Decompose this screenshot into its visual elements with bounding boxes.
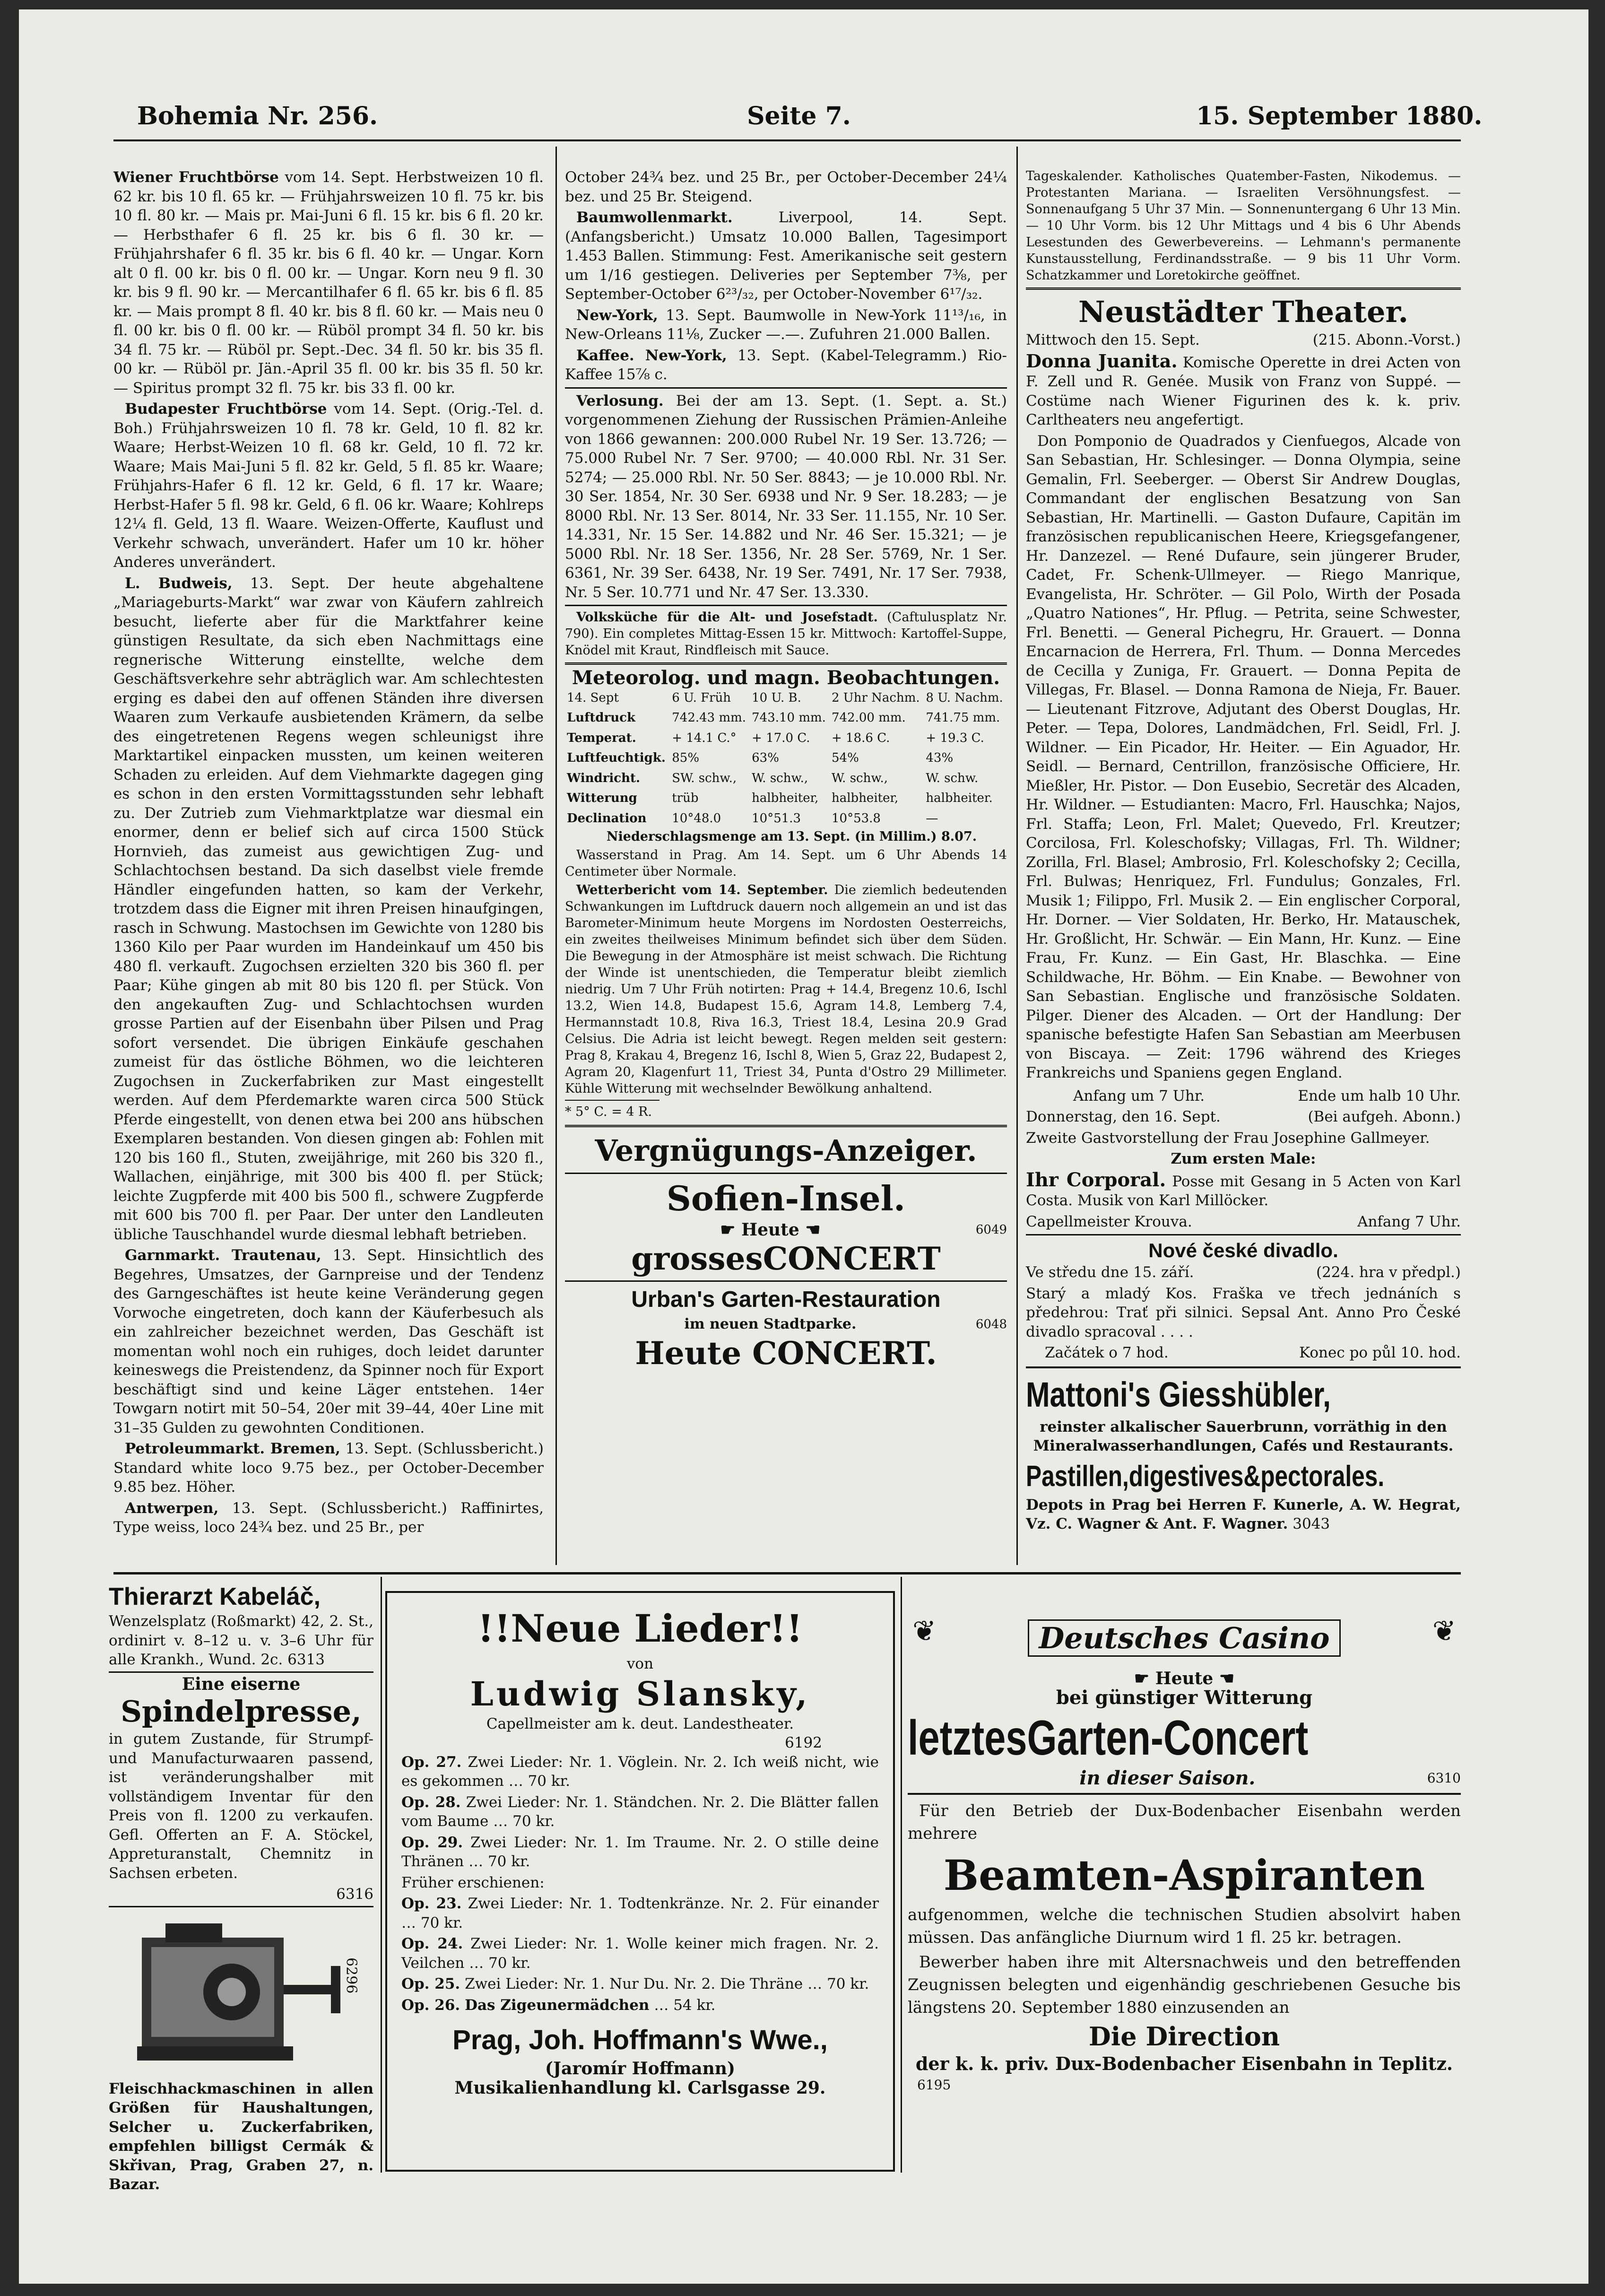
ad-machine-number: 6296 [343,1957,360,1993]
ad-beamten-aspiranten: Beamten-Aspiranten [943,1850,1425,1900]
list-item: Op. 23. Zwei Lieder: Nr. 1. Todtenkränze. Nr. 2. Für einander … 70 kr. [401,1895,879,1931]
header-date: 15. September 1880. [1196,102,1483,130]
list-item: Op. 29. Zwei Lieder: Nr. 1. Im Traume. Nr. 2. O stille deine Thränen … 70 kr. [401,1834,879,1870]
casino-saison: in dieser Saison. 6310 [1079,1767,1461,1789]
column-markets [113,168,544,1558]
lieder-frueher: Früher erschienen: [401,1874,545,1891]
vergnuegungs-anzeiger: Vergnügungs-Anzeiger. [595,1133,977,1168]
ad-mattoni-sub: reinster alkalischer Sauerbrunn, vorräthig in den Mineralwasserhandlungen, Cafés und Restaurants. [1033,1418,1454,1454]
ad-heute: ☛ Heute ☚ 6049 [720,1220,1007,1240]
casino-heute: ☛ Heute ☚ [1134,1669,1235,1688]
theater-guest: Zweite Gastvorstellung der Frau Josephine Gallmeyer. [1026,1129,1430,1147]
table-row: Witterung trüb halbheiter, halbheiter, halbheiter. [567,791,993,805]
article-weather-report: Wetterbericht vom 14. September. Die ziemlich bedeutenden Schwankungen im Luftdruck dauern noch allgemein an und ist das Barometer-Minimum heute Morgens im Nordosten Oesterreichs, ein zweites theilweises Minimum befindet sich über dem Süden. Die Bewegung in der Atmosphäre ist meist schwach. Die Richtung der Winde ist unentschieden, die Temperatur bleibt ziemlich niedrig. Um 7 Uhr Früh notirten: Prag + 14.4, Bregenz 10.6, Ischl 13.2, Wien 14.8, Budapest 15.6, Agram 14.8, Lemberg 7.4, Hermannstadt 10.8, Riva 16.3, Triest 18.4, Lesina 20.9 Grad Celsius. Die Adria ist leicht bewegt. Regen melden seit gestern: Prag 8, Krakau 4, Bregenz 16, Ischl 8, Wien 5, Graz 22, Budapest 2, Agram 20, Klagenfurt 11, Triest 34, Punta d'Ostro 29 Millimeter. Kühle Witterung mit wechselnder Bewölkung anhaltend. [565,883,1007,1096]
header-title: Bohemia Nr. 256. [137,102,378,130]
bow-ornament-left-icon: ❦ [912,1615,937,1648]
ad-presse-text: in gutem Zustande, für Strumpf- und Manufacturwaaren passend, ist veränderungshalber mit vollständigem Inventar für den Preis von fl. 1200 zu verkaufen. Gefl. Offerten an F. A. Stöckel, Appreturanstalt, Chemnitz in Sachsen erbeten. [109,1731,373,1882]
tageskalender: Tageskalender. Katholisches Quatember-Fasten, Nikodemus. — Protestanten Mariana. — Israeliten Versöhnungsfest. — Sonnenaufgang 5 Uhr 37 Min. — Sonnenuntergang 6 Uhr 13 Min. — 10 Uhr Vorm. bis 12 Uhr Mittags und 4 bis 6 Uhr Abends Lesestunden des Gewerbevereins. — Lehmann's permanente Kunstausstellung, Ferdinandsstraße. — 9 bis 11 Uhr Vorm. Schatzkammer und Loretokirche geöffnet. [1026,169,1461,283]
theater-korporal: Ihr Corporal. Posse mit Gesang in 5 Acten von Karl Costa. Musik von Karl Millöcker. [1026,1168,1461,1209]
column-commerce [565,168,1007,1558]
article-wiener-fruchtboerse: Wiener Fruchtbörse vom 14. Sept. Herbstweizen 10 fl. 62 kr. bis 10 fl. 65 kr. — Frühjahrsweizen 10 fl. 75 kr. bis 10 fl. 80 kr. — Mais pr. Mai-Juni 6 fl. 15 kr. bis 6 fl. 20 kr. — Herbsthafer 6 fl. 25 kr. bis 6 fl. 30 kr. — Frühjahrshafer 6 fl. 35 kr. bis 6 fl. 40 kr. — Ungar. Korn alt 0 fl. 00 kr. bis 0 fl. 00 kr. — Ungar. Korn neu 9 fl. 30 kr. bis 9 fl. 90 kr. — Mercantilhafer 6 fl. 65 kr. bis 6 fl. 85 kr. — Mais prompt 8 fl. 40 kr. bis 8 fl. 60 kr. — Mais neu 0 fl. 00 kr. bis 0 fl. 00 kr. — Rüböl prompt 34 fl. 50 kr. bis 34 fl. 75 kr. — Rüböl pr. Sept.-Dec. 34 fl. 50 kr. bis 35 fl. 00 kr. — Rüböl pr. Jän.-April 35 fl. 00 kr. bis 35 fl. 50 kr. — Spiritus prompt 32 fl. 75 kr. bis 33 fl. 00 kr. [113,169,544,397]
theater-times: Anfang um 7 Uhr. Ende um halb 10 Uhr. [1073,1087,1461,1105]
table-row: Windricht. SW. schw., W. schw., W. schw., W. schw. [567,771,979,785]
ad-casino-header [908,1617,1461,1669]
article-cotton: Baumwollenmarkt. Liverpool, 14. Sept. (Anfangsbericht.) Umsatz 10.000 Ballen, Tagesimport 1.453 Ballen. Stimmung: Fest. Amerikanische seit gestern um 1/16 gestiegen. Deliveries per September 7⅜, per September-October 6²³/₃₂, per October-November 6¹⁷/₃₂. [565,209,1007,303]
ad-presse-number: 6316 [336,1886,373,1903]
ad-die-direction: Die Direction [1088,2021,1280,2052]
theater-kapellmeister: Capellmeister Krouva. Anfang 7 Uhr. [1026,1213,1461,1230]
article-coffee: Kaffee. New-York, 13. Sept. (Kabel-Telegramm.) Rio-Kaffee 15⅞ c. [565,347,1007,383]
ad-urban-garten: Urban's Garten-Restauration [631,1287,941,1312]
ad-thierarzt-title: Thierarzt Kabeláč, [109,1583,321,1610]
section-rule [113,1572,1461,1574]
ad-machine-text: Fleischhackmaschinen in allen Größen für Haushaltungen, Selcher u. Zuckerfabriken, empfehlen billigst Cermák & Skřivan, Prag, Graben 27, n. Bazar. [109,2080,373,2193]
czech-play: Starý a mladý Kos. Fraška ve třech jednáních s předehrou: Trať při silnici. Sepsal Ant. Anno Pro České divadlo spracoval . . . . [1026,1285,1461,1340]
meat-grinder-icon [109,1909,373,2079]
column-divider-1 [555,147,557,1565]
theater-first-time: Zum ersten Male: [1171,1150,1316,1167]
article-volkskueche: Volksküche für die Alt- und Josefstadt. (Caftulusplatz Nr. 790). Ein completes Mittag-Essen 15 kr. Mittwoch: Kartoffel-Suppe, Knödel mit Kraut, Rindfleisch mit Sauce. [565,610,1007,658]
table-row: Declination 10°48.0 10°51.3 10°53.8 — [567,811,938,826]
ad-bahn-body: aufgenommen, welche die technischen Studien absolvirt haben müssen. Das anfängliche Diurnum wird 1 fl. 25 kr. betragen. [908,1905,1461,1947]
column-ads-left [109,1582,373,2193]
ad-bahn-text: Für den Betrieb der Dux-Bodenbacher Eisenbahn werden mehrere [908,1801,1461,1843]
list-item: Op. 26. Das Zigeunermädchen … 54 kr. [401,1996,716,2014]
table-row: Luftdruck 742.43 mm. 743.10 mm. 742.00 mm. 741.75 mm. [567,711,1000,725]
lieder-publisher-2: (Jaromír Hoffmann) [545,2059,735,2079]
article-petroleummarkt: Petroleummarkt. Bremen, 13. Sept. (Schlussbericht.) Standard white loco 9.75 bez., per October-December 9.85 bez. Höher. [113,1440,544,1496]
article-budapester-fruchtboerse: Budapester Fruchtbörse vom 14. Sept. (Orig.-Tel. d. Boh.) Frühjahrsweizen 10 fl. 78 kr. Geld, 10 fl. 82 kr. Waare; Herbst-Weizen 10 fl. 68 kr. Geld, 10 fl. 72 kr. Waare; Mais Mai-Juni 5 fl. 82 kr. Geld, 5 fl. 85 kr. Waare; Frühjahrs-Hafer 6 fl. 12 kr. Geld, 6 fl. 17 kr. Waare; Herbst-Hafer 5 fl. 98 kr. Geld, 6 fl. 06 kr. Waare; Kohlreps 12¼ fl. Geld, 13 fl. Waare. Weizen-Offerte, Kauflust und Verkehr schwach, unverändert. Hafer um 10 kr. höher Anderes unverändert. [113,400,544,571]
article-budweis: L. Budweis, 13. Sept. Der heute abgehaltene „Mariageburts-Markt“ war zwar von Käufern zahlreich besucht, lieferte aber für die Marktfahrer keine günstigen Resultate, da sich eben Nachmittags eine regnerische Witterung einstellte, welche dem Geschäftsverkehre sehr abträglich war. Am schlechtesten erging es dabei den auf offenen Ständen ihre diversen Waaren zum Verkaufe ausbietenden Krämern, da selbe des eingetretenen Regens wegen schleunigst ihre Marktartikel einpacken mussten, um keinen weiteren Schaden zu erleiden. Auf dem Viehmarkte dagegen ging es schon in den ersten Vormittagsstunden sehr lebhaft zu. Der Zutrieb zum Viehmarktplatze war diesmal ein enormer, denn er belief sich auf circa 1500 Stück Hornvieh, das zumeist aus gewichtigen Zug- und Schlachtochsen bestand. Da sich daselbst viele fremde Händler eingefunden hatten, so kam der Verkehr, trotzdem dass die Eigner mit ihren Preisen hinaufgingen, rasch in Schwung. Mastochsen im Gewichte von 1280 bis 1360 Kilo per Paar wurden im Handeinkauf um 450 bis 480 fl. verkauft. Zugochsen erzielten 320 bis 360 fl. per Paar; Kühe gingen ab mit 80 bis 120 fl. per Stück. Von den angekauften Zug- und Schlachtochsen wurden grosse Partien auf der Eisenbahn über Pilsen und Prag sofort versendet. Die übrigen Einkäufe geschahen zumeist für das östliche Böhmen, wo die leichteren Zugochsen in Zuckerfabriken zur Mast eingestellt werden. Auf dem Pferdemarkte waren circa 500 Stück Pferde eingestellt, von denen etwa bei 200 ans hübschen Exemplaren bestanden. Von diesen gingen ab: Fohlen mit 120 bis 160 fl., Stuten, zweijährige, mit 260 bis 320 fl., Wallachen, einjährige, mit 300 bis 400 fl. per Stück; leichte Zugpferde mit 400 bis 500 fl., schwere Zugpferde mit 600 bis 700 fl. per Paar. Der unter den Landleuten übliche Tauschhandel wurde diesmal lebhaft betrieben. [113,574,544,1243]
ad-bahn-body-2: Bewerber haben ihre mit Altersnachweis und den betreffenden Zeugnissen belegten und eigenhändig geschriebenen Gesuche bis längstens 20. September 1880 einzusenden an [908,1952,1461,2017]
theater-next-date: Donnerstag, den 16. Sept. (Bei aufgeh. Abonn.) [1026,1108,1461,1125]
ad-grosses-concert: grossesCONCERT [631,1240,941,1277]
column-theater [1026,168,1461,1558]
lieder-title: !!Neue Lieder!! [477,1606,803,1651]
ad-neue-lieder [385,1591,895,2172]
article-garnmarkt: Garnmarkt. Trautenau, 13. Sept. Hinsichtlich des Begehres, Umsatzes, der Garnpreise und der Tendenz des Garngeschäftes ist heute keine Veränderung gegen Vorwoche eingetreten, doch kann der Käuferbesuch als ein zahlreicher bezeichnet werden, Das Geschäft ist momentan wohl noch ein ruhiges, doch leidet darunter keineswegs die Preistendenz, da Spinner noch für Export beschäftigt sind und keine Läger entstehen. 14er Towgarn notirt mit 50–54, 20er mit 39–44, 40er Line mit 31–35 Gulden zu gewohnten Conditionen. [113,1247,544,1436]
precipitation-line: Niederschlagsmenge am 13. Sept. (in Millim.) 8.07. [606,829,977,844]
lower-divider-2 [901,1577,902,2173]
theater-date: Mittwoch den 15. Sept. (215. Abonn.-Vorst.) [1026,331,1461,348]
article-new-york: New-York, 13. Sept. Baumwolle in New-York 11¹³/₁₆, in New-Orleans 11⅛, Zucker —.—. Zufuhren 21.000 Ballen. [565,306,1007,343]
ad-pastillen: Pastillen,digestives&pectorales. [1026,1460,1385,1493]
column-ads-right [908,1617,1461,2175]
lieder-number: 6192 [785,1734,822,1751]
czech-times: Začátek o 7 hod. Konec po půl 10. hod. [1045,1344,1461,1361]
meteorology-table [565,688,1007,829]
table-row: 14. Sept 6 U. Früh 10 U. B. 2 Uhr Nachm. 8 U. Nachm. [567,690,1003,705]
article-antwerpen: Antwerpen, 13. Sept. (Schlussbericht.) Raffinirtes, Type weiss, loco 24¾ bez. und 25 Br., per [113,1499,544,1536]
czech-date: Ve středu dne 15. září. (224. hra v předpl.) [1026,1264,1461,1281]
header-page-number: Seite 7. [747,102,851,130]
casino-title: Deutsches Casino [1028,1619,1340,1657]
lieder-publisher-3: Musikalienhandlung kl. Carlsgasse 29. [454,2078,826,2098]
list-item: Op. 28. Zwei Lieder: Nr. 1. Ständchen. Nr. 2. Die Blätter fallen vom Baume … 70 kr. [401,1793,879,1830]
header-rule [113,139,1461,141]
ad-mattoni: Mattoni's Giesshübler, [1026,1374,1331,1414]
czech-theater-title: Nové české divadlo. [1148,1239,1338,1261]
article-lottery: Verlosung. Bei der am 13. Sept. (1. Sept. a. St.) vorgenommenen Ziehung der Russischen Prämien-Anleihe von 1866 gewannen: 200.000 Rubel Nr. 19 Ser. 13.726; — 75.000 Rubel Nr. 7 Ser. 9700; — 40.000 Rbl. Nr. 31 Ser. 5274; — 25.000 Rbl. Nr. 50 Ser. 8843; — je 10.000 Rbl. Nr. 30 Ser. 1854, Nr. 30 Ser. 6938 und Nr. 9 Ser. 18.283; — je 8000 Rbl. Nr. 13 Ser. 8014, Nr. 33 Ser. 11.155, Nr. 10 Ser. 14.331, Nr. 15 Ser. 14.882 und Nr. 46 Ser. 15.321; — je 5000 Rbl. Nr. 18 Ser. 1356, Nr. 28 Ser. 5769, Nr. 1 Ser. 6361, Nr. 39 Ser. 6438, Nr. 19 Ser. 7491, Nr. 17 Ser. 7938, Nr. 5 Ser. 10.771 und Nr. 47 Ser. 13.330. [565,392,1007,601]
hand-right-icon: ☚ [1213,1669,1235,1688]
bow-ornament-right-icon: ❦ [1432,1615,1456,1648]
list-item: Op. 25. Zwei Lieder: Nr. 1. Nur Du. Nr. 2. Die Thräne … 70 kr. [401,1975,869,1992]
footnote: * 5° C. = 4 R. [565,1105,652,1119]
casino-sub: bei günstiger Witterung [1056,1686,1313,1709]
meteorology-title: Meteorolog. und magn. Beobachtungen. [572,667,1000,689]
hand-left-icon: ☛ [1134,1669,1155,1688]
hand-left-icon: ☛ [720,1220,742,1240]
list-item: Op. 27. Zwei Lieder: Nr. 1. Vöglein. Nr. 2. Ich weiß nicht, wie es gekommen … 70 kr. [401,1753,879,1790]
ad-heute-concert: Heute CONCERT. [635,1335,937,1372]
theater-play: Donna Juanita. Komische Operette in drei Acten von F. Zell und R. Genée. Musik von Franz von Suppé. — Costüme nach Wiener Figurinen des k. k. priv. Carltheaters neu angefertigt. [1026,350,1461,428]
hand-right-icon: ☚ [799,1220,821,1240]
ad-depots: Depots in Prag bei Herren F. Kunerle, A. W. Hegrat, Vz. C. Wagner & Ant. F. Wagner. 3043 [1026,1496,1461,1532]
lieder-composer-sub: Capellmeister am k. deut. Landestheater. [486,1715,794,1732]
water-level-line: Wasserstand in Prag. Am 14. Sept. um 6 Uhr Abends 14 Centimeter über Normale. [565,848,1007,879]
casino-concert: letztesGarten-Concert [908,1711,1309,1765]
lieder-list [401,1753,879,2015]
ad-urban-sub: im neuen Stadtparke. 6048 [684,1315,1007,1332]
lieder-composer: Ludwig Slansky, [470,1674,810,1713]
ad-presse-pre: Eine eiserne [182,1674,301,1694]
lower-divider-1 [381,1577,382,2173]
column-divider-2 [1016,147,1018,1565]
table-row: Temperat. + 14.1 C.° + 17.0 C. + 18.6 C. + 19.3 C. [567,731,984,745]
lieder-publisher: Prag, Joh. Hoffmann's Wwe., [452,2025,828,2055]
ad-sofien-insel: Sofien-Insel. [666,1178,906,1218]
theater-title: Neustädter Theater. [1078,295,1409,329]
list-item: Op. 24. Zwei Lieder: Nr. 1. Wolle keiner mich fragen. Nr. 2. Veilchen … 70 kr. [401,1935,879,1972]
meat-grinder-illustration [109,1909,373,2079]
lieder-von: von [626,1655,654,1672]
ad-spindelpresse: Spindelpresse, [121,1694,362,1729]
ad-direction-sub: der k. k. priv. Dux-Bodenbacher Eisenbahn in Teplitz. [915,2052,1453,2074]
ad-thierarzt-address: Wenzelsplatz (Roßmarkt) 42, 2. St., ordinirt v. 8–12 u. v. 3–6 Uhr für alle Krankh., Wund. 2c. 6313 [109,1613,373,1668]
ad-bahn-number: 6195 [917,2077,951,2093]
theater-cast: Don Pomponio de Quadrados y Cienfuegos, Alcade von San Sebastian, Hr. Schlesinger. — Donna Olympia, seine Gemalin, Frl. Seeberger. — Oberst Sir Andrew Douglas, Commandant der englischen Besatzung von San Sebastian, Hr. Martinelli. — Gaston Dufaure, Capitän im französischen republicanischen Heere, Kriegsgefangener, Hr. Danzezel. — René Dufaure, sein jüngerer Bruder, Cadet, Fr. Schenk-Ullmeyer. — Riego Manrique, Evangelista, Hr. Schröter. — Gil Polo, Wirth der Posada „Quatro Nationes“, Hr. Pflug. — Petrita, seine Schwester, Frl. Benetti. — General Pichegru, Hr. Grauert. — Donna Encarnacion de Herrera, Frl. Thum. — Donna Mercedes de Cecilla y Zuniga, Fr. Grauert. — Donna Pepita de Villegas, Fr. Blasel. — Donna Ramona de Nieja, Fr. Bauer. — Lieutenant Fitzrove, Adjutant des Oberst Douglas, Hr. Peter. — Tepa, Dolores, Landmädchen, Frl. Seidl, Frl. J. Wildner. — Ein Picador, Hr. Heiter. — Ein Aguador, Hr. Seidl. — Bernard, Centrillon, französische Officiere, Hr. Mießler, Hr. Pistor. — Don Eusebio, Secretär des Alcaden, Hr. Wildner. — Estudianten: Macro, Frl. Hauschka; Najos, Frl. Staffa; Leon, Frl. Malet; Quevedo, Frl. Kreutzer; Corcilosa, Frl. Koleschofsky; Villagas, Frl. Th. Wildner; Zorilla, Frl. Blasel; Ambrosio, Frl. Koleschofsky 2; Cecilla, Frl. Bulwas; Henriquez, Frl. Fundulus; Gonzales, Frl. Musik 1; Filippo, Frl. Musik 2. — Ein englischer Corporal, Hr. Dorner. — Vier Soldaten, Hr. Berko, Hr. Matauschek, Hr. Großlicht, Hr. Schwär. — Ein Mann, Hr. Kunz. — Eine Frau, Fr. Kunz. — Ein Gast, Hr. Blaschka. — Eine Schildwache, Hr. Böhm. — Ein Knabe. — Bewohner von San Sebastian. Englische und französische Soldaten. Pilger. Diener des Alcaden. — Ort der Handlung: Der spanische befestigte Hafen San Sebastian am Meerbusen von Biscaya. — Zeit: 1796 während des Krieges Frankreichs und Spaniens gegen England. [1026,432,1461,1081]
table-row: Luftfeuchtigk. 85% 63% 54% 43% [567,751,954,765]
article-october: October 24¾ bez. und 25 Br., per October-December 24¼ bez. und 25 Br. Steigend. [565,169,1007,205]
